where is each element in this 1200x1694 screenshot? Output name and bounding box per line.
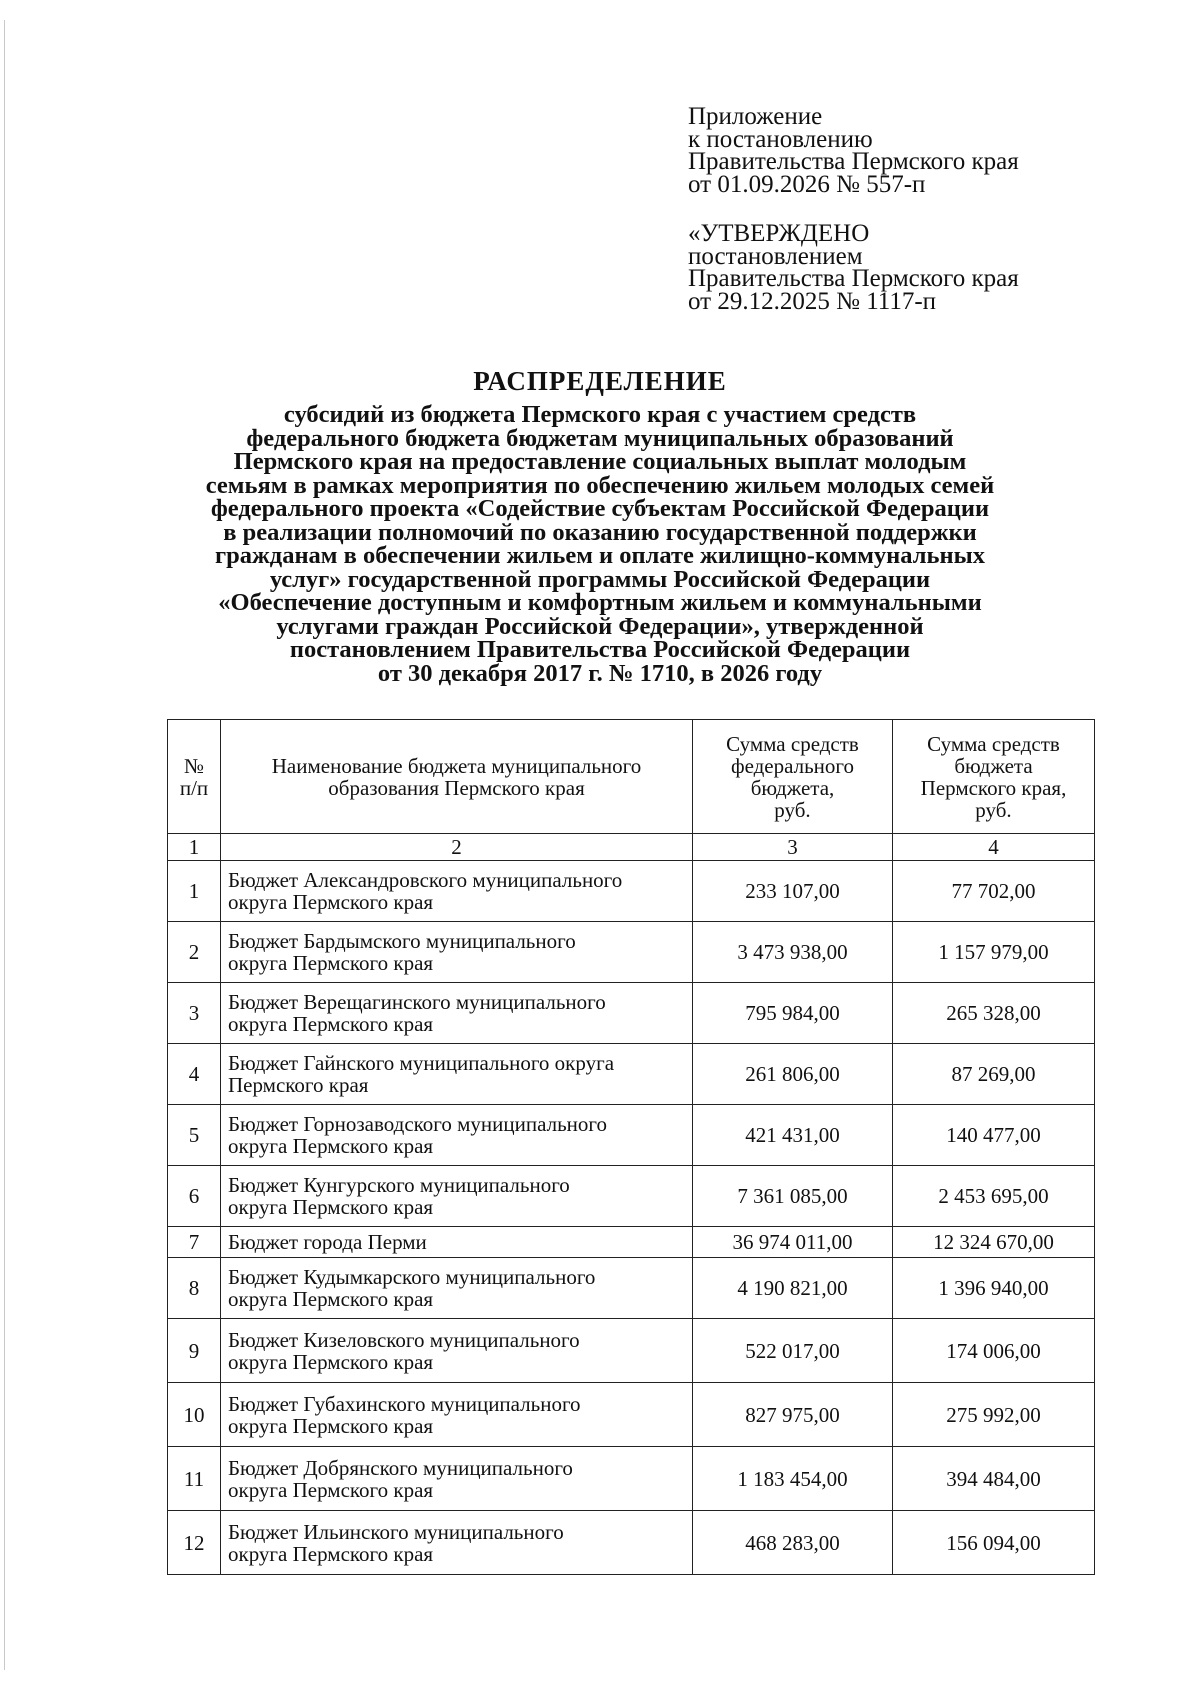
subtitle-line: федерального проекта «Содействие субъектам Российской Федерации — [210, 495, 990, 522]
column-number: 4 — [893, 834, 1095, 861]
header-name-line: Наименование бюджета муниципального — [271, 753, 642, 778]
approved-block — [688, 220, 1118, 315]
row-name-line: округа Пермского края — [228, 1134, 434, 1158]
table-row — [168, 1258, 1095, 1319]
row-name-line: Бюджет Кунгурского муниципального — [228, 1173, 570, 1197]
row-federal: 233 107,00 — [693, 861, 893, 922]
row-name-line: Бюджет Гайнского муниципального округа — [228, 1051, 615, 1075]
table-header-row — [168, 720, 1095, 834]
row-name-line: Бюджет Горнозаводского муниципального — [228, 1112, 608, 1136]
approved-line: Правительства Пермского края — [688, 265, 1019, 292]
subtitle-line: «Обеспечение доступным и комфортным жильем и коммунальными — [218, 589, 982, 616]
row-regional: 12 324 670,00 — [893, 1227, 1095, 1258]
row-num: 7 — [168, 1227, 221, 1258]
table-row — [168, 861, 1095, 922]
row-name — [221, 1447, 693, 1511]
header-num-line: № — [183, 753, 205, 778]
row-name-line: округа Пермского края — [228, 890, 434, 914]
header-federal-line: бюджета, — [750, 775, 835, 800]
row-name — [221, 1511, 693, 1575]
row-num: 9 — [168, 1319, 221, 1383]
subtitle-line: в реализации полномочий по оказанию государственной поддержки — [223, 518, 977, 546]
row-num: 6 — [168, 1166, 221, 1227]
header-name-line: образования Пермского края — [328, 775, 585, 800]
row-name — [221, 861, 693, 922]
row-name-line: Пермского края — [228, 1073, 369, 1097]
row-name-line: округа Пермского края — [228, 1195, 434, 1219]
row-name-line: округа Пермского края — [228, 1349, 434, 1374]
table-row — [168, 922, 1095, 983]
table-row — [168, 1319, 1095, 1383]
row-num: 11 — [168, 1447, 221, 1511]
subtitle-line: постановлением Правительства Российской Федерации — [289, 636, 911, 663]
row-name-line: Бюджет Верещагинского муниципального — [228, 990, 606, 1014]
column-number: 1 — [168, 834, 221, 861]
header-federal-line: руб. — [774, 797, 811, 822]
appendix-line: от 01.09.2026 № 557-п — [688, 170, 926, 198]
header-regional-line: бюджета — [954, 753, 1033, 778]
header-name — [221, 720, 693, 834]
header-federal-line: Сумма средств — [726, 731, 859, 756]
approved-line: от 29.12.2025 № 1117-п — [688, 287, 937, 315]
table-row — [168, 1044, 1095, 1105]
scan-edge-line — [4, 20, 5, 1670]
row-regional: 275 992,00 — [893, 1383, 1095, 1447]
row-name-line: Бюджет Добрянского муниципального — [228, 1455, 573, 1480]
distribution-table — [167, 719, 1095, 1575]
row-name — [221, 983, 693, 1044]
row-num: 3 — [168, 983, 221, 1044]
row-regional: 77 702,00 — [893, 861, 1095, 922]
document-title: РАСПРЕДЕЛЕНИЕ — [473, 366, 727, 396]
row-federal: 7 361 085,00 — [693, 1166, 893, 1227]
row-regional: 174 006,00 — [893, 1319, 1095, 1383]
row-name-line: Бюджет Ильинского муниципального — [228, 1519, 564, 1544]
row-regional: 2 453 695,00 — [893, 1166, 1095, 1227]
row-name — [221, 1166, 693, 1227]
approved-line: постановлением — [688, 242, 863, 270]
header-num-line: п/п — [179, 775, 209, 800]
appendix-line: Приложение — [688, 103, 823, 130]
subtitle-line: федерального бюджета бюджетам муниципальных образований — [246, 424, 954, 452]
column-number-row — [168, 834, 1095, 861]
appendix-block — [688, 103, 1118, 198]
row-name — [221, 1044, 693, 1105]
row-regional: 1 396 940,00 — [893, 1258, 1095, 1319]
subtitle-line: услуг» государственной программы Российской Федерации — [269, 565, 931, 593]
row-name-line: округа Пермского края — [228, 1413, 434, 1438]
subtitle-line: от 30 декабря 2017 г. № 1710, в 2026 году — [377, 659, 823, 687]
row-name — [221, 1258, 693, 1319]
row-federal: 795 984,00 — [693, 983, 893, 1044]
row-regional: 265 328,00 — [893, 983, 1095, 1044]
row-name-line: округа Пермского края — [228, 1541, 434, 1566]
header-regional — [893, 720, 1095, 834]
subtitle-line: Пермского края на предоставление социальных выплат молодым — [233, 448, 967, 475]
row-num: 12 — [168, 1511, 221, 1575]
row-federal: 4 190 821,00 — [693, 1258, 893, 1319]
row-name-line: Бюджет Кизеловского муниципального — [228, 1327, 580, 1352]
row-federal: 3 473 938,00 — [693, 922, 893, 983]
table-row — [168, 983, 1095, 1044]
header-federal — [693, 720, 893, 834]
table-row — [168, 1511, 1095, 1575]
row-federal: 468 283,00 — [693, 1511, 893, 1575]
row-regional: 1 157 979,00 — [893, 922, 1095, 983]
row-regional: 156 094,00 — [893, 1511, 1095, 1575]
row-num: 2 — [168, 922, 221, 983]
header-regional-line: руб. — [975, 797, 1012, 822]
header-federal-line: федерального — [730, 753, 855, 778]
row-num: 8 — [168, 1258, 221, 1319]
header-regional-line: Сумма средств — [927, 731, 1060, 756]
row-regional: 394 484,00 — [893, 1447, 1095, 1511]
table-row — [168, 1105, 1095, 1166]
row-name-line: округа Пермского края — [228, 1287, 434, 1311]
row-name-line: округа Пермского края — [228, 1012, 434, 1036]
table-row — [168, 1166, 1095, 1227]
row-num: 10 — [168, 1383, 221, 1447]
row-regional: 140 477,00 — [893, 1105, 1095, 1166]
row-num: 4 — [168, 1044, 221, 1105]
table-row — [168, 1383, 1095, 1447]
column-number: 2 — [221, 834, 693, 861]
column-number: 3 — [693, 834, 893, 861]
appendix-line: к постановлению — [688, 125, 873, 153]
row-name — [221, 1383, 693, 1447]
row-federal: 261 806,00 — [693, 1044, 893, 1105]
row-name — [221, 1105, 693, 1166]
subtitle-line: семьям в рамках мероприятия по обеспечению жильем молодых семей — [205, 471, 995, 499]
header-num — [168, 720, 221, 834]
row-federal: 421 431,00 — [693, 1105, 893, 1166]
row-federal: 522 017,00 — [693, 1319, 893, 1383]
row-name-line: округа Пермского края — [228, 951, 434, 975]
row-num: 1 — [168, 861, 221, 922]
row-regional: 87 269,00 — [893, 1044, 1095, 1105]
row-name-line: Бюджет Губахинского муниципального — [228, 1391, 581, 1416]
row-num: 5 — [168, 1105, 221, 1166]
row-name — [221, 922, 693, 983]
row-name-line: Бюджет Бардымского муниципального — [228, 929, 576, 953]
row-name — [221, 1227, 693, 1258]
approved-line: «УТВЕРЖДЕНО — [688, 220, 870, 247]
row-name-line: Бюджет Александровского муниципального — [228, 868, 623, 892]
subtitle-line: субсидий из бюджета Пермского края с участием средств — [283, 401, 917, 428]
row-name-line: Бюджет Кудымкарского муниципального — [228, 1265, 596, 1289]
row-name-line: Бюджет города Перми — [228, 1230, 427, 1254]
row-name — [221, 1319, 693, 1383]
table-row — [168, 1227, 1095, 1258]
appendix-line: Правительства Пермского края — [688, 148, 1019, 175]
row-federal: 36 974 011,00 — [693, 1227, 893, 1258]
header-regional-line: Пермского края, — [920, 775, 1067, 800]
row-federal: 1 183 454,00 — [693, 1447, 893, 1511]
row-name-line: округа Пермского края — [228, 1477, 434, 1502]
subtitle-line: услугами граждан Российской Федерации», утвержденной — [276, 612, 924, 640]
table-row — [168, 1447, 1095, 1511]
document-subtitle — [150, 403, 1050, 685]
row-federal: 827 975,00 — [693, 1383, 893, 1447]
subtitle-line: гражданам в обеспечении жильем и оплате жилищно-коммунальных — [215, 542, 985, 569]
